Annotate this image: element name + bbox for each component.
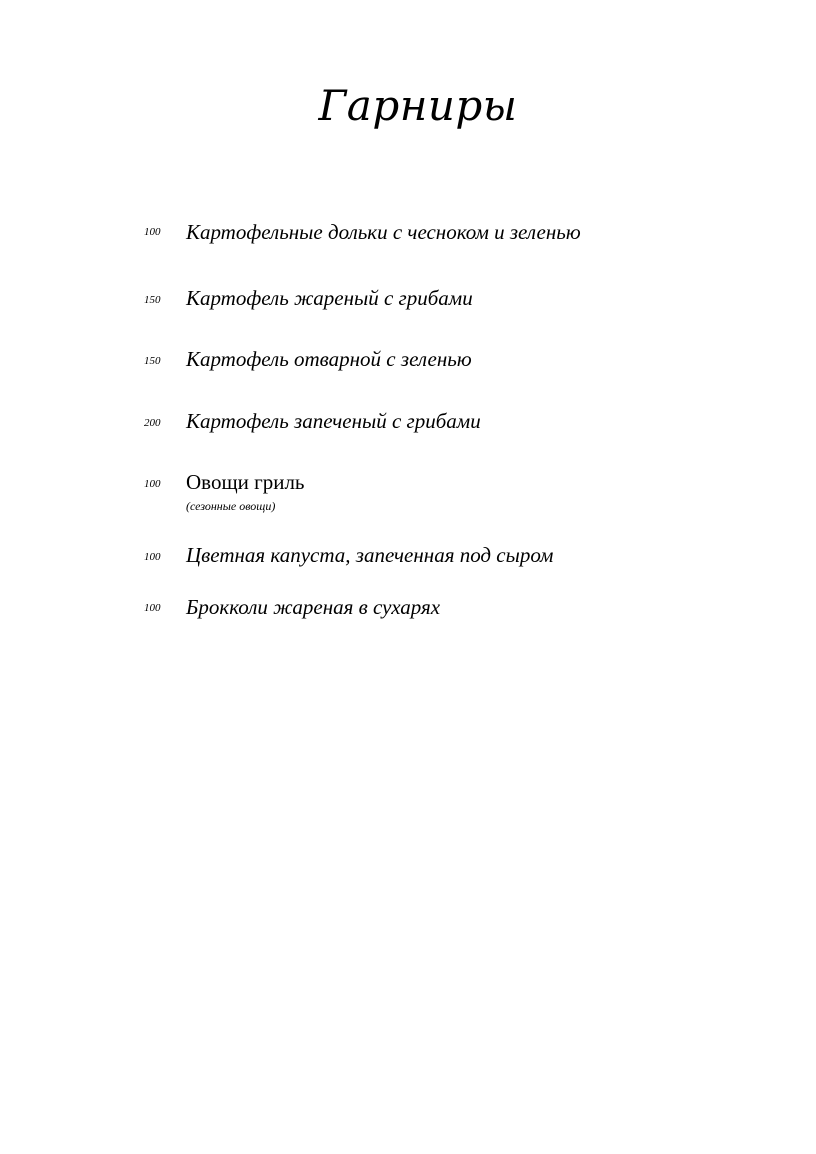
item-name: Картофельные дольки с чесноком и зеленью	[186, 220, 581, 244]
item-note: (сезонные овощи)	[186, 499, 276, 513]
item-weight: 200	[144, 417, 161, 429]
page-title: Гарниры	[318, 81, 518, 130]
item-name: Картофель жареный с грибами	[186, 286, 473, 310]
item-name: Картофель отварной с зеленью	[186, 347, 472, 371]
item-weight: 100	[144, 602, 161, 614]
item-weight: 100	[144, 478, 161, 490]
item-name: Овощи гриль	[186, 470, 305, 494]
item-name: Цветная капуста, запеченная под сыром	[186, 543, 554, 567]
item-weight: 100	[144, 226, 161, 238]
item-name: Брокколи жареная в сухарях	[186, 595, 441, 619]
item-weight: 150	[144, 294, 161, 306]
item-name: Картофель запеченый с грибами	[186, 409, 481, 433]
item-weight: 100	[144, 551, 161, 563]
item-weight: 150	[144, 355, 161, 367]
